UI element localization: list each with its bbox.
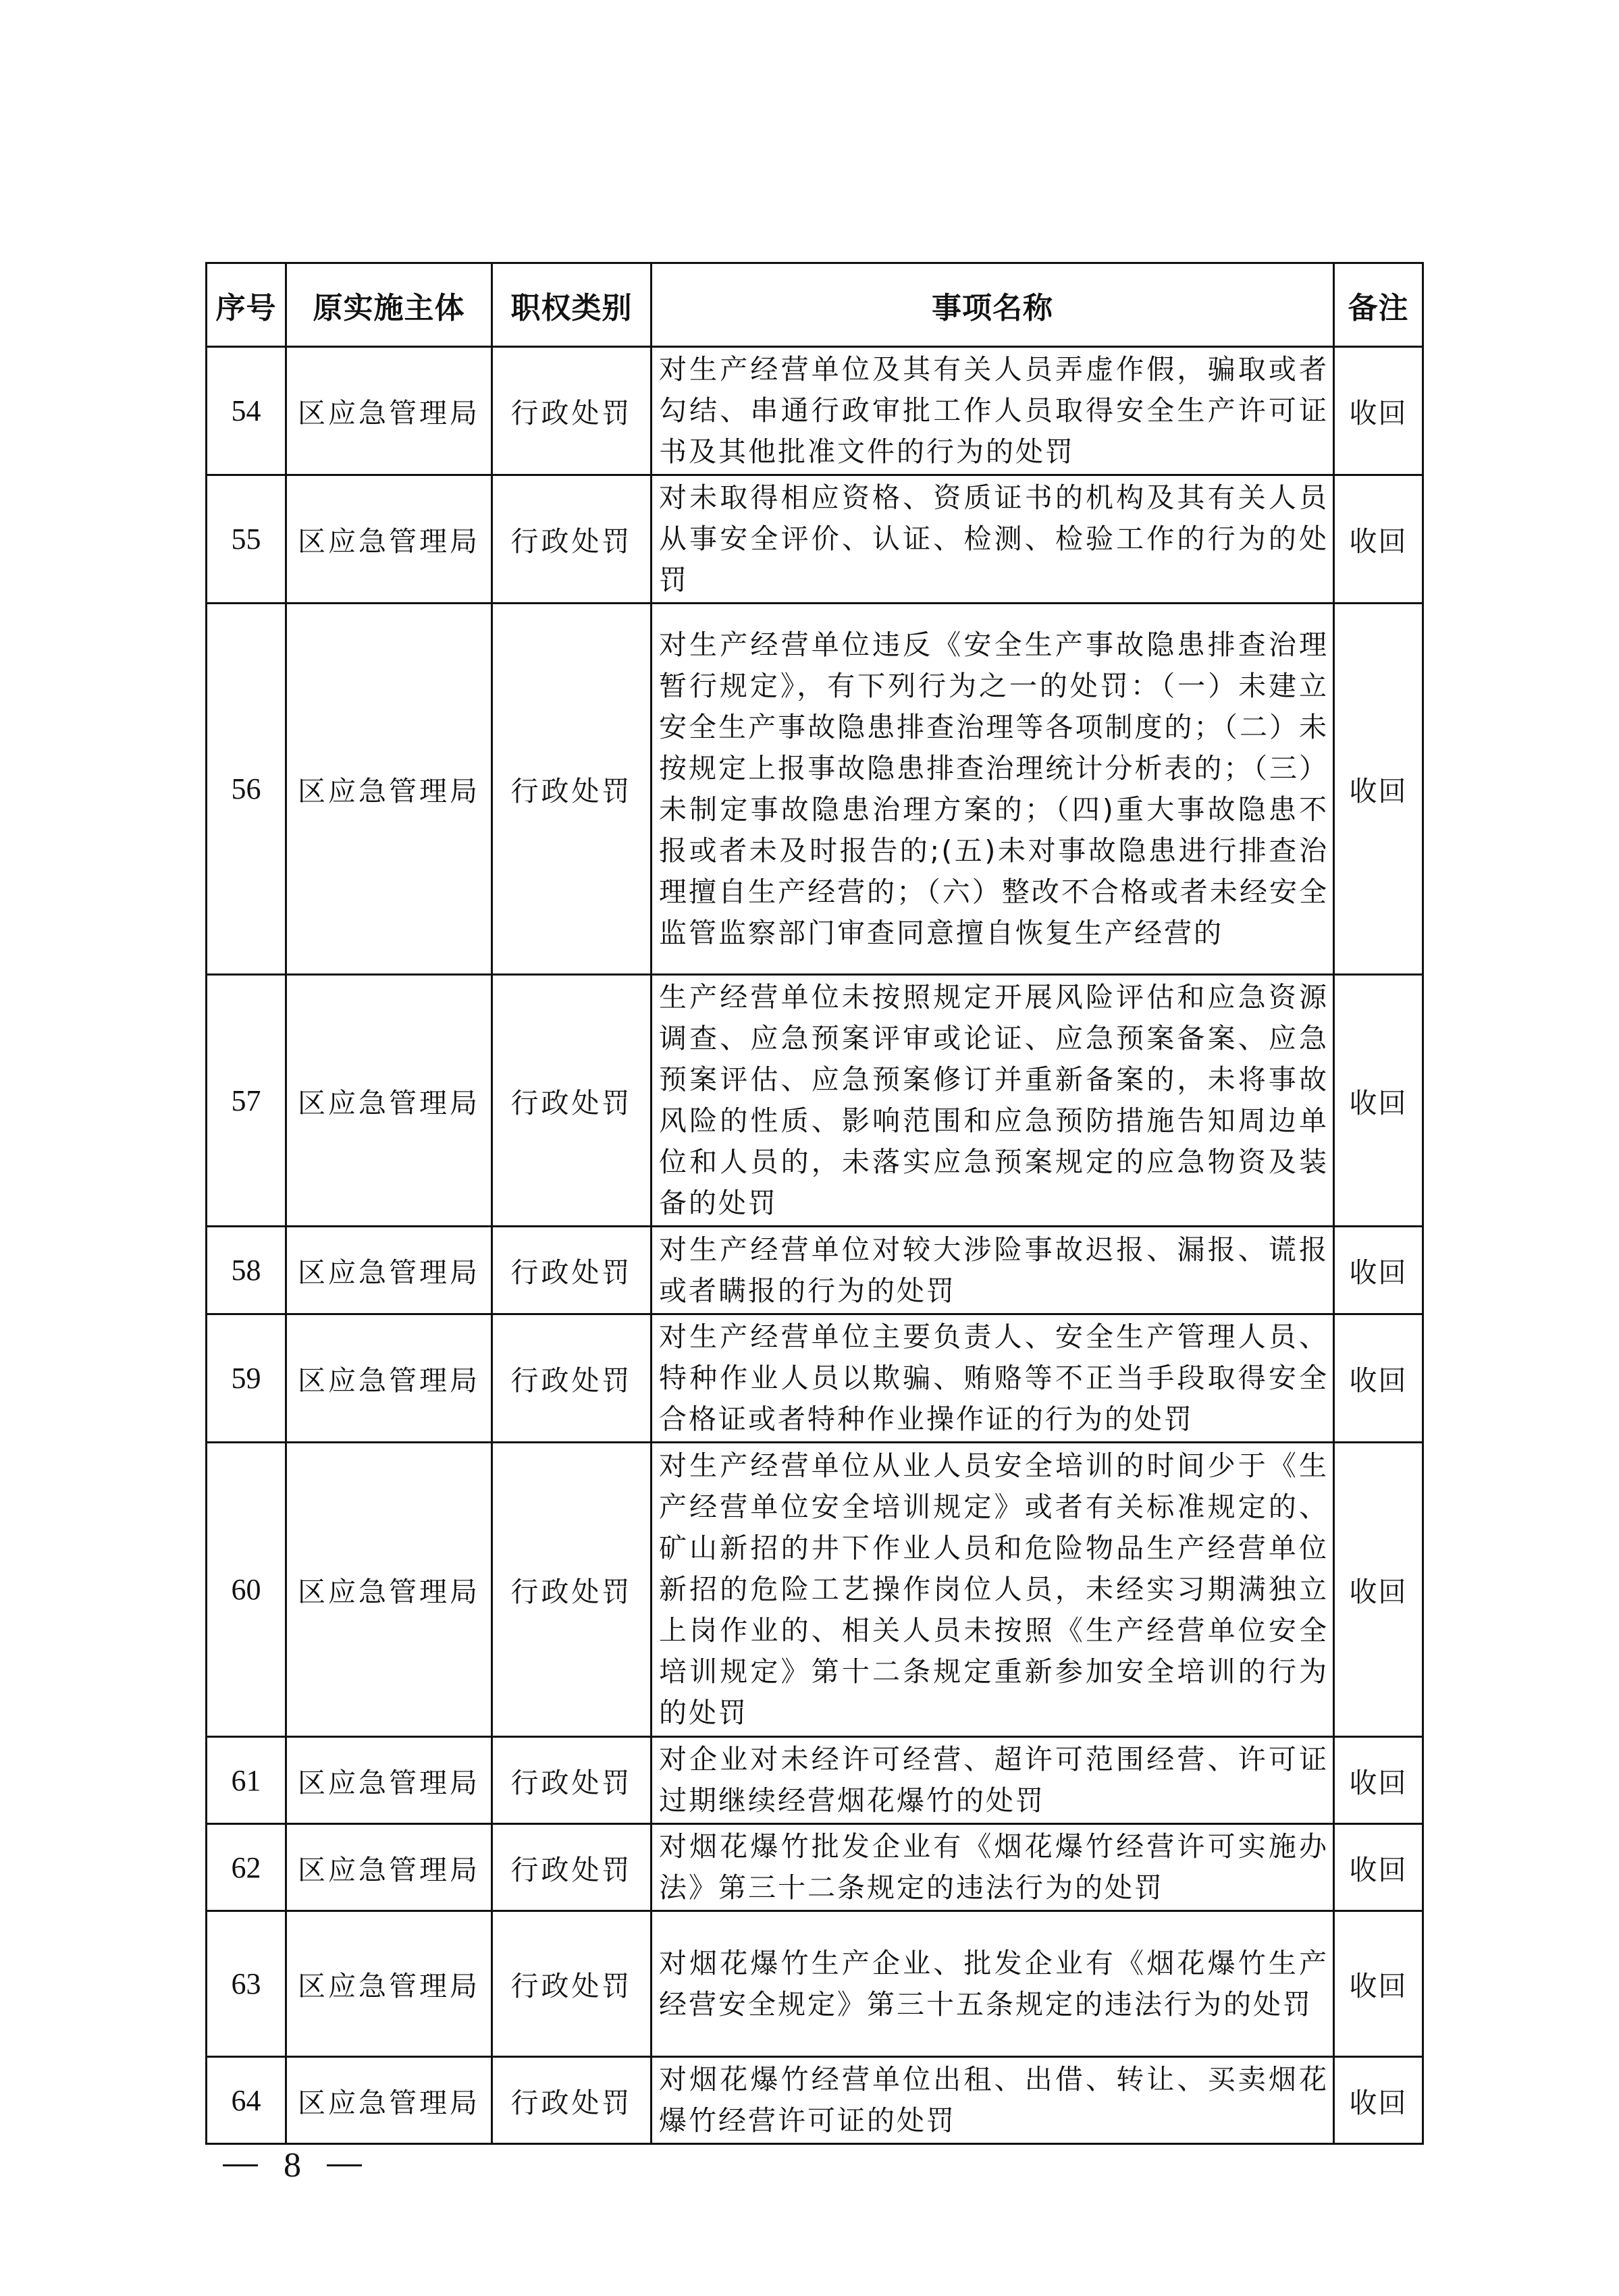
remarks-cell: 收回: [1334, 1227, 1423, 1314]
item-name-cell: 对生产经营单位从业人员安全培训的时间少于《生产经营单位安全培训规定》或者有关标准规定的、矿山新招的井下作业人员和危险物品生产经营单位新招的危险工艺操作岗位人员，未经实习期满独立上岗作业的、相关人员未按照《生产经营单位安全培训规定》第十二条规定重新参加安全培训的行为的处罚: [652, 1443, 1334, 1737]
implementing-body-cell: 区应急管理局: [286, 975, 492, 1227]
serial-number-cell: 62: [207, 1824, 286, 1911]
authority-items-table: [205, 262, 1424, 2145]
table-row: [207, 2057, 1423, 2144]
item-name-cell: 对未取得相应资格、资质证书的机构及其有关人员从事安全评价、认证、检测、检验工作的行为的处罚: [652, 475, 1334, 604]
serial-number-cell: 61: [207, 1737, 286, 1824]
remarks-cell: 收回: [1334, 1314, 1423, 1443]
table-row: [207, 1227, 1423, 1314]
table-header-row: [207, 263, 1423, 347]
item-name-cell: 对企业对未经许可经营、超许可范围经营、许可证过期继续经营烟花爆竹的处罚: [652, 1737, 1334, 1824]
page-number-right-dash: [327, 2164, 362, 2166]
serial-number-cell: 56: [207, 604, 286, 975]
implementing-body-cell: 区应急管理局: [286, 1314, 492, 1443]
serial-number-cell: 58: [207, 1227, 286, 1314]
implementing-body-cell: 区应急管理局: [286, 475, 492, 604]
remarks-cell: 收回: [1334, 2057, 1423, 2144]
header-item-name: 事项名称: [652, 263, 1334, 347]
authority-category-cell: 行政处罚: [492, 1443, 652, 1737]
item-name-cell: 对生产经营单位对较大涉险事故迟报、漏报、谎报或者瞒报的行为的处罚: [652, 1227, 1334, 1314]
header-serial-number: 序号: [207, 263, 286, 347]
authority-category-cell: 行政处罚: [492, 975, 652, 1227]
table-body: [207, 347, 1423, 2144]
table-row: [207, 1737, 1423, 1824]
remarks-cell: 收回: [1334, 347, 1423, 475]
header-remarks: 备注: [1334, 263, 1423, 347]
serial-number-cell: 59: [207, 1314, 286, 1443]
item-name-cell: 对烟花爆竹生产企业、批发企业有《烟花爆竹生产经营安全规定》第三十五条规定的违法行为的处罚: [652, 1911, 1334, 2057]
implementing-body-cell: 区应急管理局: [286, 604, 492, 975]
serial-number-cell: 60: [207, 1443, 286, 1737]
table-row: [207, 475, 1423, 604]
remarks-cell: 收回: [1334, 1824, 1423, 1911]
serial-number-cell: 57: [207, 975, 286, 1227]
item-name-cell: 生产经营单位未按照规定开展风险评估和应急资源调查、应急预案评审或论证、应急预案备案、应急预案评估、应急预案修订并重新备案的，未将事故风险的性质、影响范围和应急预防措施告知周边单位和人员的，未落实应急预案规定的应急物资及装备的处罚: [652, 975, 1334, 1227]
serial-number-cell: 55: [207, 475, 286, 604]
item-name-cell: 对生产经营单位违反《安全生产事故隐患排查治理暂行规定》，有下列行为之一的处罚：（一）未建立安全生产事故隐患排查治理等各项制度的；（二）未按规定上报事故隐患排查治理统计分析表的；（三）未制定事故隐患治理方案的；（四)重大事故隐患不报或者未及时报告的;(五)未对事故隐患进行排查治理擅自生产经营的；（六）整改不合格或者未经安全监管监察部门审查同意擅自恢复生产经营的: [652, 604, 1334, 975]
authority-category-cell: 行政处罚: [492, 1227, 652, 1314]
implementing-body-cell: 区应急管理局: [286, 1911, 492, 2057]
serial-number-cell: 64: [207, 2057, 286, 2144]
remarks-cell: 收回: [1334, 1443, 1423, 1737]
serial-number-cell: 54: [207, 347, 286, 475]
implementing-body-cell: 区应急管理局: [286, 1824, 492, 1911]
remarks-cell: 收回: [1334, 475, 1423, 604]
authority-category-cell: 行政处罚: [492, 1737, 652, 1824]
authority-category-cell: 行政处罚: [492, 604, 652, 975]
remarks-cell: 收回: [1334, 1737, 1423, 1824]
authority-category-cell: 行政处罚: [492, 1314, 652, 1443]
authority-category-cell: 行政处罚: [492, 1911, 652, 2057]
item-name-cell: 对烟花爆竹经营单位出租、出借、转让、买卖烟花爆竹经营许可证的处罚: [652, 2057, 1334, 2144]
table-row: [207, 975, 1423, 1227]
table-row: [207, 1314, 1423, 1443]
implementing-body-cell: 区应急管理局: [286, 1737, 492, 1824]
remarks-cell: 收回: [1334, 1911, 1423, 2057]
remarks-cell: 收回: [1334, 975, 1423, 1227]
implementing-body-cell: 区应急管理局: [286, 1227, 492, 1314]
table-row: [207, 1824, 1423, 1911]
header-authority-category: 职权类别: [492, 263, 652, 347]
item-name-cell: 对生产经营单位主要负责人、安全生产管理人员、特种作业人员以欺骗、贿赂等不正当手段取得安全合格证或者特种作业操作证的行为的处罚: [652, 1314, 1334, 1443]
table-row: [207, 604, 1423, 975]
implementing-body-cell: 区应急管理局: [286, 347, 492, 475]
table-row: [207, 347, 1423, 475]
authority-category-cell: 行政处罚: [492, 1824, 652, 1911]
authority-category-cell: 行政处罚: [492, 347, 652, 475]
item-name-cell: 对烟花爆竹批发企业有《烟花爆竹经营许可实施办法》第三十二条规定的违法行为的处罚: [652, 1824, 1334, 1911]
remarks-cell: 收回: [1334, 604, 1423, 975]
authority-category-cell: 行政处罚: [492, 2057, 652, 2144]
serial-number-cell: 63: [207, 1911, 286, 2057]
implementing-body-cell: 区应急管理局: [286, 2057, 492, 2144]
header-original-implementing-body: 原实施主体: [286, 263, 492, 347]
authority-category-cell: 行政处罚: [492, 475, 652, 604]
page-number-left-dash: [223, 2164, 258, 2166]
page-number-value: 8: [284, 2146, 301, 2185]
page-number: [223, 2145, 362, 2185]
table-row: [207, 1443, 1423, 1737]
item-name-cell: 对生产经营单位及其有关人员弄虚作假，骗取或者勾结、串通行政审批工作人员取得安全生产许可证书及其他批准文件的行为的处罚: [652, 347, 1334, 475]
implementing-body-cell: 区应急管理局: [286, 1443, 492, 1737]
table-row: [207, 1911, 1423, 2057]
